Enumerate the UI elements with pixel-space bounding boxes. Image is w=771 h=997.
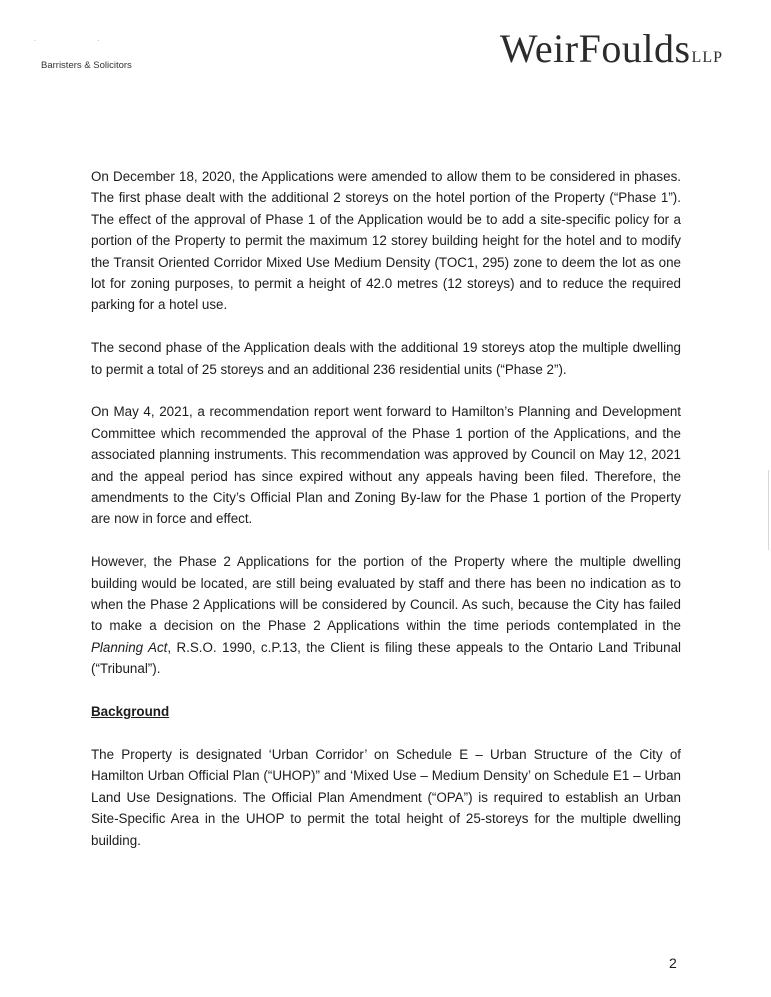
paragraph-background: The Property is designated ‘Urban Corridor’ on Schedule E – Urban Structure of the City of Hamilton Urban Official Plan (“UHOP)” and ‘Mixed Use – Medium Density’ on Schedule E1 – Urban Land Use Designations. The Official Plan Amendment (“OPA”) is required to establish an Urban Site-Specific Area in the UHOP to permit the total height of 25-storeys for the multiple dwelling building. [91, 746, 681, 848]
appeal-text-end: , R.S.O. 1990, c.P.13, the Client is filing these appeals to the Ontario Land Tribunal (“Tribunal”). [91, 639, 681, 677]
letter-body [91, 166, 681, 851]
logo-name: WeirFoulds [499, 26, 691, 71]
firm-logo [499, 26, 723, 71]
section-heading-background: Background [91, 704, 170, 720]
paragraph-phase-2: The second phase of the Application deals with the additional 19 storeys atop the multiple dwelling to permit a total of 25 storeys and an additional 236 residential units (“Phase 2”). [91, 340, 681, 377]
appeal-text-start: However, the Phase 2 Applications for the portion of the Property where the multiple dwelling building would be located, are still being evaluated by staff and there has been no indication as to when the Phase 2 Applications will be considered by Council. As such, because the City has failed to make a decision on the Phase 2 Applications within the time periods contemplated in the [91, 554, 681, 634]
paragraph-appeal [91, 551, 681, 679]
page-number: 2 [669, 955, 677, 971]
scan-edge-line [768, 470, 769, 550]
paragraph-recommendation: On May 4, 2021, a recommendation report went forward to Hamilton’s Planning and Development Committee which recommended the approval of the Phase 1 portion of the Applications, and the associated planning instruments. This recommendation was approved by Council on May 12, 2021 and the appeal period has since expired without any appeals having been filed. Therefore, the amendments to the City’s Official Plan and Zoning By-law for the Phase 1 portion of the Property are now in force and effect. [91, 404, 681, 527]
logo-suffix: LLP [691, 49, 723, 66]
paragraph-phases: On December 18, 2020, the Applications were amended to allow them to be considered in phases. The first phase dealt with the additional 2 storeys on the hotel portion of the Property (“Phase 1”). The effect of the approval of Phase 1 of the Application would be to add a site-specific policy for a portion of the Property to permit the maximum 12 storey building height for the hotel and to modify the Transit Oriented Corridor Mixed Use Medium Density (TOC1, 295) zone to deem the lot as one lot for zoning purposes, to permit a height of 42.0 metres (12 storeys) and to reduce the required parking for a hotel use. [91, 169, 681, 313]
planning-act-title: Planning Act [91, 639, 168, 655]
firm-tagline: Barristers & Solicitors [41, 60, 132, 71]
scan-specks: · · [34, 38, 130, 44]
